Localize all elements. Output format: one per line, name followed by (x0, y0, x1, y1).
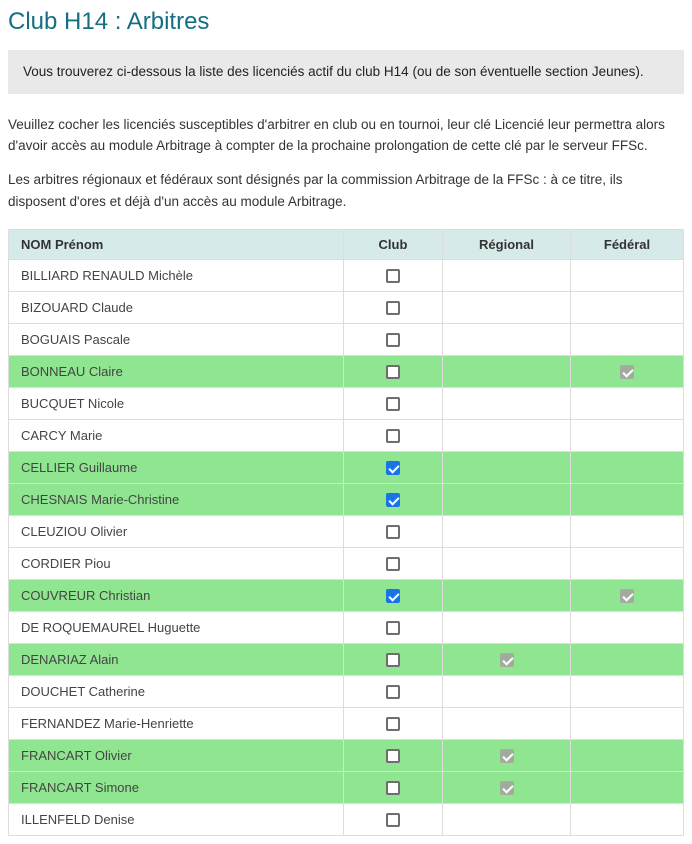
licensee-name: CLEUZIOU Olivier (9, 515, 344, 547)
club-checkbox[interactable] (386, 781, 400, 795)
licensee-name: FRANCART Simone (9, 771, 344, 803)
regional-cell (443, 291, 571, 323)
table-body (9, 259, 684, 835)
club-cell (344, 675, 443, 707)
table-row (9, 419, 684, 451)
intro-paragraph: Veuillez cocher les licenciés susceptibles d'arbitrer en club ou en tournoi, leur clé Licencié leur permettra alors d'avoir accès au module Arbitrage à compter de la prochaine prolongation de cette clé par le serveur FFSc. (8, 116, 665, 153)
club-cell (344, 707, 443, 739)
column-header-federal: Fédéral (571, 229, 684, 259)
federal-cell (571, 579, 684, 611)
federal-cell (571, 259, 684, 291)
regional-cell (443, 387, 571, 419)
licensee-name: CARCY Marie (9, 419, 344, 451)
regional-cell (443, 643, 571, 675)
club-checkbox[interactable] (386, 493, 400, 507)
licensee-name: FERNANDEZ Marie-Henriette (9, 707, 344, 739)
federal-cell (571, 515, 684, 547)
federal-cell (571, 451, 684, 483)
club-cell (344, 259, 443, 291)
table-row (9, 675, 684, 707)
club-checkbox[interactable] (386, 429, 400, 443)
federal-cell (571, 387, 684, 419)
federal-cell (571, 643, 684, 675)
federal-cell (571, 291, 684, 323)
club-cell (344, 355, 443, 387)
table-row (9, 483, 684, 515)
club-checkbox[interactable] (386, 269, 400, 283)
licensee-name: DOUCHET Catherine (9, 675, 344, 707)
club-checkbox[interactable] (386, 557, 400, 571)
regional-cell (443, 771, 571, 803)
club-cell (344, 803, 443, 835)
federal-cell (571, 419, 684, 451)
federal-cell (571, 803, 684, 835)
regional-cell (443, 323, 571, 355)
licensee-name: BUCQUET Nicole (9, 387, 344, 419)
licensee-name: BONNEAU Claire (9, 355, 344, 387)
table-row (9, 771, 684, 803)
licensee-name: COUVREUR Christian (9, 579, 344, 611)
club-checkbox[interactable] (386, 589, 400, 603)
table-row (9, 387, 684, 419)
club-cell (344, 611, 443, 643)
club-checkbox[interactable] (386, 621, 400, 635)
table-row (9, 643, 684, 675)
federal-cell (571, 707, 684, 739)
club-cell (344, 419, 443, 451)
club-cell (344, 387, 443, 419)
club-checkbox[interactable] (386, 717, 400, 731)
federal-cell (571, 771, 684, 803)
regional-checkbox (500, 749, 514, 763)
table-row (9, 739, 684, 771)
regional-cell (443, 355, 571, 387)
regional-cell (443, 515, 571, 547)
table-row (9, 291, 684, 323)
club-checkbox[interactable] (386, 685, 400, 699)
club-checkbox[interactable] (386, 653, 400, 667)
regional-checkbox (500, 781, 514, 795)
table-row (9, 707, 684, 739)
federal-cell (571, 739, 684, 771)
table-row (9, 547, 684, 579)
club-cell (344, 771, 443, 803)
table-row (9, 451, 684, 483)
federal-cell (571, 355, 684, 387)
regional-cell (443, 483, 571, 515)
regional-cell (443, 547, 571, 579)
club-checkbox[interactable] (386, 525, 400, 539)
regional-cell (443, 707, 571, 739)
licensee-name: DENARIAZ Alain (9, 643, 344, 675)
table-row (9, 323, 684, 355)
regional-cell (443, 675, 571, 707)
club-checkbox[interactable] (386, 397, 400, 411)
club-checkbox[interactable] (386, 461, 400, 475)
licensee-name: BIZOUARD Claude (9, 291, 344, 323)
club-cell (344, 323, 443, 355)
table-row (9, 803, 684, 835)
page-title: Club H14 : Arbitres (8, 8, 210, 35)
column-header-name: NOM Prénom (9, 229, 344, 259)
federal-cell (571, 611, 684, 643)
federal-checkbox (620, 365, 634, 379)
club-checkbox[interactable] (386, 301, 400, 315)
table-header-row (9, 229, 684, 259)
federal-cell (571, 323, 684, 355)
federal-checkbox (620, 589, 634, 603)
club-cell (344, 451, 443, 483)
licensee-name: ILLENFELD Denise (9, 803, 344, 835)
club-cell (344, 291, 443, 323)
regional-cell (443, 579, 571, 611)
info-banner: Vous trouverez ci-dessous la liste des licenciés actif du club H14 (ou de son éventuelle section Jeunes). (8, 50, 684, 94)
note-paragraph: Les arbitres régionaux et fédéraux sont désignés par la commission Arbitrage de la FFSc : à ce titre, ils disposent d'ores et déjà d'un accès au module Arbitrage. (8, 172, 623, 209)
table-row (9, 259, 684, 291)
club-checkbox[interactable] (386, 749, 400, 763)
licensee-name: DE ROQUEMAUREL Huguette (9, 611, 344, 643)
licensee-name: FRANCART Olivier (9, 739, 344, 771)
club-cell (344, 515, 443, 547)
licensee-name: CELLIER Guillaume (9, 451, 344, 483)
federal-cell (571, 483, 684, 515)
regional-cell (443, 803, 571, 835)
column-header-club: Club (344, 229, 443, 259)
licensee-name: CHESNAIS Marie-Christine (9, 483, 344, 515)
club-cell (344, 739, 443, 771)
regional-cell (443, 419, 571, 451)
regional-cell (443, 739, 571, 771)
arbitres-table (8, 229, 684, 836)
regional-checkbox (500, 653, 514, 667)
club-cell (344, 483, 443, 515)
table-row (9, 611, 684, 643)
regional-cell (443, 451, 571, 483)
table-row (9, 515, 684, 547)
federal-cell (571, 547, 684, 579)
regional-cell (443, 611, 571, 643)
licensee-name: BILLIARD RENAULD Michèle (9, 259, 344, 291)
federal-cell (571, 675, 684, 707)
column-header-regional: Régional (443, 229, 571, 259)
table-row (9, 579, 684, 611)
club-cell (344, 547, 443, 579)
club-checkbox[interactable] (386, 333, 400, 347)
licensee-name: BOGUAIS Pascale (9, 323, 344, 355)
licensee-name: CORDIER Piou (9, 547, 344, 579)
club-cell (344, 579, 443, 611)
club-checkbox[interactable] (386, 813, 400, 827)
regional-cell (443, 259, 571, 291)
club-checkbox[interactable] (386, 365, 400, 379)
table-row (9, 355, 684, 387)
club-cell (344, 643, 443, 675)
